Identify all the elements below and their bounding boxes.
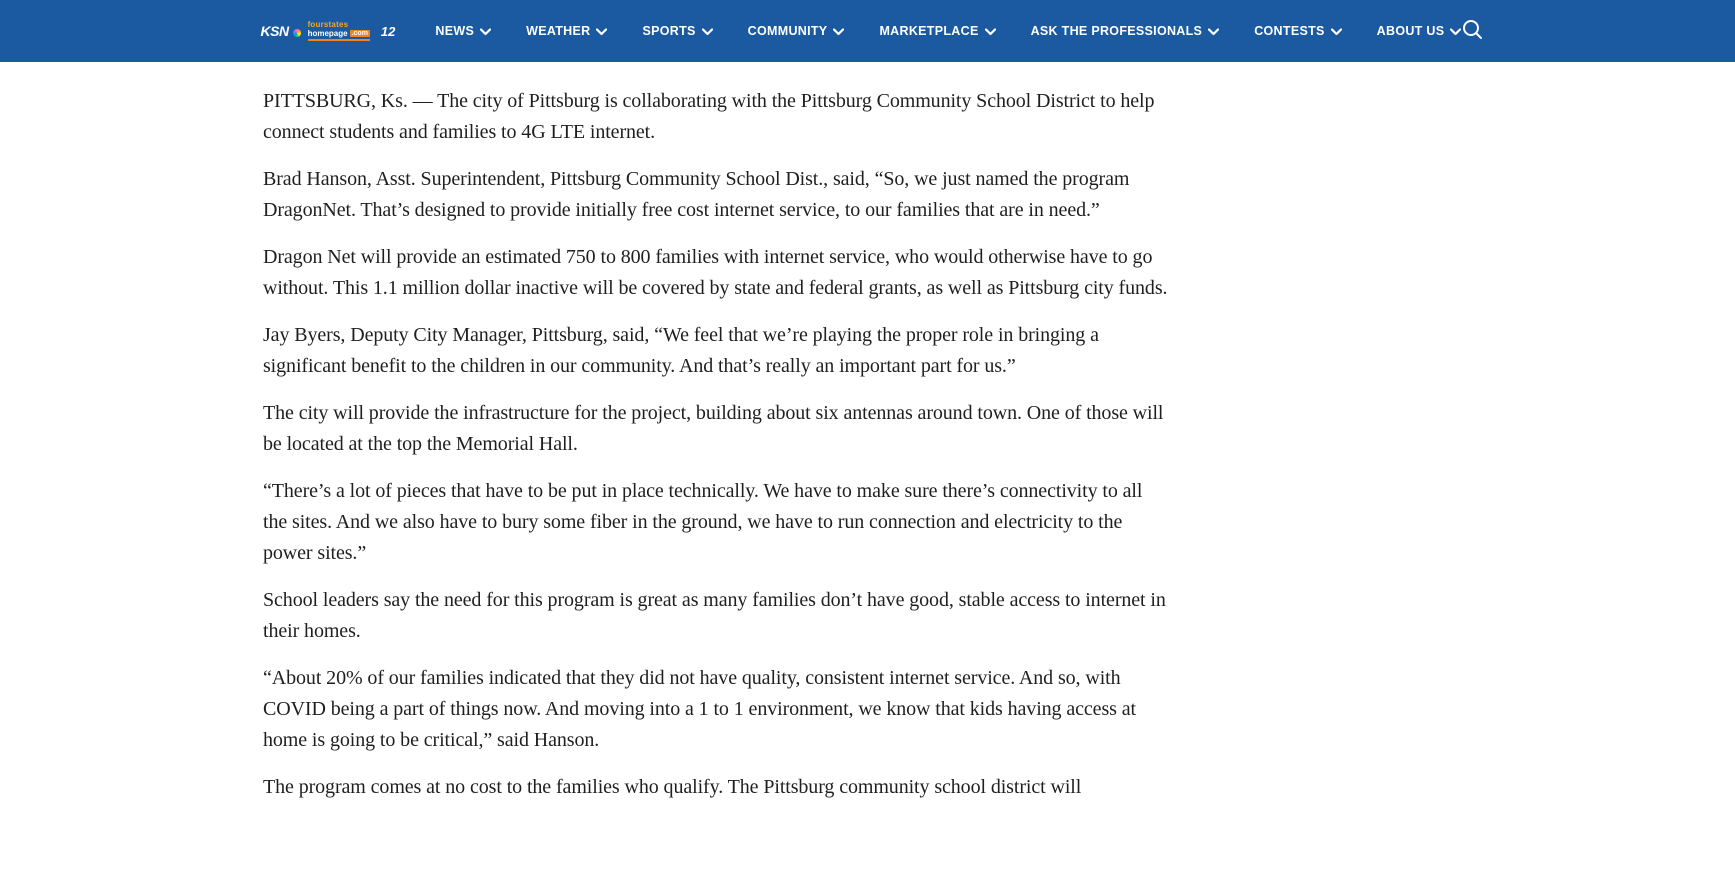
article-paragraph: “About 20% of our families indicated that they did not have quality, consistent internet service. And so, with COVID being a part of things now. And moving into a 1 to 1 environment, we know that kids having access at home is going to be critical,” said Hanson.: [263, 667, 1136, 751]
nav-item-label: CONTESTS: [1254, 24, 1325, 38]
nav-item-label: WEATHER: [526, 24, 591, 38]
nav-item[interactable]: [748, 24, 845, 38]
article-paragraph: Brad Hanson, Asst. Superintendent, Pittsburg Community School Dist., said, “So, we just named the program DragonNet. That’s designed to provide initially free cost internet service, to our families that are in need.”: [263, 168, 1130, 221]
nav-item[interactable]: [526, 24, 607, 38]
chevron-down-icon: [1331, 28, 1342, 36]
nbc-peacock-icon: [293, 29, 301, 37]
search-icon: [1461, 18, 1484, 44]
article-paragraph: Jay Byers, Deputy City Manager, Pittsburg, said, “We feel that we’re playing the proper role in bringing a significant benefit to the children in our community. And that’s really an important part for us.”: [263, 324, 1099, 377]
nav-item[interactable]: [1254, 24, 1341, 38]
fourstates-homepage-logo: [308, 21, 370, 41]
ksn-logo-text: KSN: [260, 23, 289, 39]
search-button[interactable]: [1461, 18, 1484, 44]
channel-12-logo: 12: [380, 23, 396, 39]
main-nav: [435, 24, 1461, 38]
article-paragraph: Dragon Net will provide an estimated 750 to 800 families with internet service, who would otherwise have to go without. This 1.1 million dollar inactive will be covered by state and federal grants, as well as Pittsburg city funds.: [263, 246, 1168, 299]
nav-item[interactable]: [435, 24, 491, 38]
article-paragraph: “There’s a lot of pieces that have to be put in place technically. We have to make sure there’s connectivity to all the sites. And we also have to bury some fiber in the ground, we have to run connection and electricity to the power sites.”: [263, 480, 1143, 564]
chevron-down-icon: [596, 28, 607, 36]
nav-item[interactable]: [1031, 24, 1220, 38]
site-logo[interactable]: [261, 21, 396, 41]
nav-item-label: MARKETPLACE: [879, 24, 979, 38]
nav-item[interactable]: [642, 24, 712, 38]
page-main: [0, 62, 1735, 803]
article-paragraph: School leaders say the need for this program is great as many families don’t have good, stable access to internet in their homes.: [263, 589, 1166, 642]
chevron-down-icon: [480, 28, 491, 36]
nav-item[interactable]: [879, 24, 995, 38]
nav-item-label: SPORTS: [642, 24, 696, 38]
chevron-down-icon: [1208, 28, 1219, 36]
homepage-text: homepage .com: [308, 30, 370, 41]
article-body: [263, 62, 1168, 803]
article-paragraph: The city will provide the infrastructure for the project, building about six antennas around town. One of those will be located at the top the Memorial Hall.: [263, 402, 1164, 455]
nav-item-label: ASK THE PROFESSIONALS: [1030, 24, 1203, 38]
chevron-down-icon: [833, 28, 844, 36]
nav-item-label: NEWS: [435, 24, 475, 38]
nav-item[interactable]: [1377, 24, 1462, 38]
top-navbar: [0, 0, 1735, 62]
nav-item-label: COMMUNITY: [747, 24, 828, 38]
chevron-down-icon: [985, 28, 996, 36]
chevron-down-icon: [702, 28, 713, 36]
navbar-inner: [261, 0, 1475, 62]
chevron-down-icon: [1450, 28, 1461, 36]
fourstates-text: fourstates: [307, 20, 349, 30]
article-paragraph: The program comes at no cost to the families who qualify. The Pittsburg community school district will: [263, 776, 1082, 798]
nav-item-label: ABOUT US: [1376, 24, 1445, 38]
dotcom-badge: .com: [351, 30, 368, 38]
article-paragraph: PITTSBURG, Ks. — The city of Pittsburg is collaborating with the Pittsburg Community School District to help connect students and families to 4G LTE internet.: [263, 90, 1155, 143]
